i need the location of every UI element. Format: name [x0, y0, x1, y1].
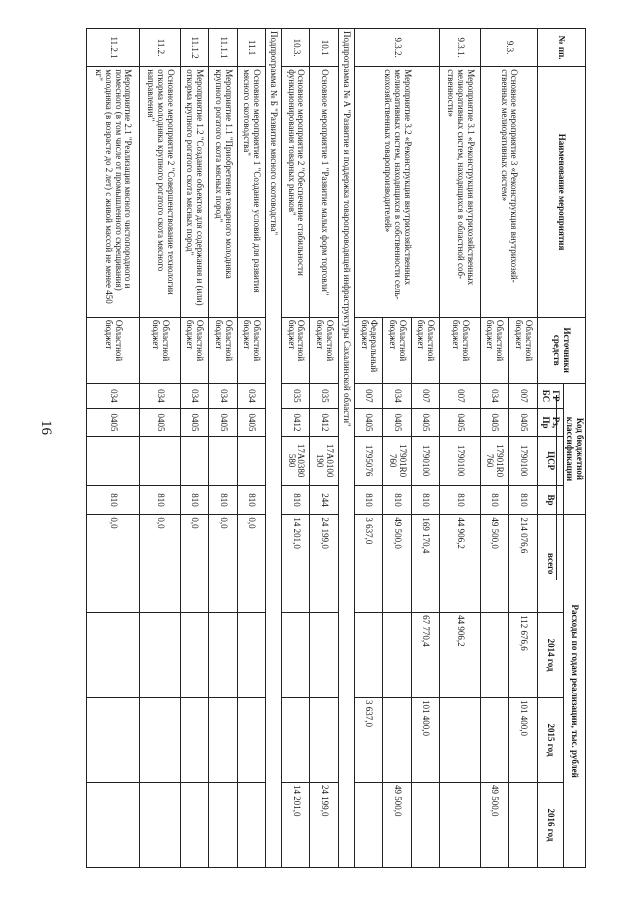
cell-y2016: [209, 782, 237, 867]
cell-vr: 810: [411, 485, 439, 515]
cell-num: 9.3.: [480, 29, 537, 67]
cell-y2015: [237, 698, 265, 783]
cell-rzpr: 0405: [209, 409, 237, 437]
page-number: 16: [38, 420, 54, 435]
cell-csr: [140, 436, 181, 485]
cell-y2016: [237, 782, 265, 867]
table-row: [310, 29, 338, 868]
cell-y2016: [354, 782, 382, 867]
cell-rzpr: 0405: [509, 409, 537, 437]
cell-total: 0,0: [209, 515, 237, 613]
cell-source: Областной бюджет: [282, 317, 310, 383]
cell-rzpr: 0405: [87, 409, 140, 437]
cell-total: 3 637,0: [354, 515, 382, 613]
rotated-page-content: [86, 28, 586, 868]
cell-csr: 17901R0 760: [383, 436, 411, 485]
cell-y2016: 49 500,0: [383, 782, 411, 867]
cell-name: Основное мероприятие 1 "Создание условий для развития мясного скотоводства": [237, 67, 265, 318]
cell-vr: 810: [140, 485, 181, 515]
cell-total: 44 906,2: [440, 515, 481, 613]
cell-grbs: 034: [180, 383, 208, 408]
cell-total: 24 199,0: [310, 515, 338, 613]
cell-y2014: 44 906,2: [440, 613, 481, 698]
cell-y2016: [140, 782, 181, 867]
subprogram-row: [338, 29, 354, 868]
cell-csr: [237, 436, 265, 485]
table-body: [87, 29, 538, 868]
cell-name: Мероприятие 3.1 «Реконструкция внутрихозяйственных мелиоративных систем, находящихся в областной соб-ственности»: [440, 67, 481, 318]
table-row: [140, 29, 181, 868]
cell-num: 11.2.: [140, 29, 181, 67]
cell-y2016: [180, 782, 208, 867]
table-row: [509, 29, 537, 868]
cell-y2015: [310, 698, 338, 783]
cell-name: Мероприятие 2.1 "Реализация мясного чистопородного и помесного (в том числе от промышленного скрещивания) молодняка (в возрасте до 2 лет) с живой массой не менее 450 кг": [87, 67, 140, 318]
cell-total: 49 500,0: [480, 515, 508, 613]
cell-y2015: [140, 698, 181, 783]
cell-vr: 810: [87, 485, 140, 515]
table-row: [411, 29, 439, 868]
cell-y2016: [509, 782, 537, 867]
cell-rzpr: 0405: [180, 409, 208, 437]
header-source: Источники средств: [537, 317, 585, 383]
cell-name: Мероприятие 3.2 «Реконструкция внутрихозяйственных мелиоративных систем, находящихся в собственности сель-скохозяйственных товаропроизводителей»: [354, 67, 439, 318]
cell-vr: 810: [237, 485, 265, 515]
cell-total: 14 201,0: [282, 515, 310, 613]
cell-y2015: 101 400,0: [411, 698, 439, 783]
cell-num: 11.1: [237, 29, 265, 67]
cell-y2015: [282, 698, 310, 783]
cell-num: 9.3.2.: [354, 29, 439, 67]
cell-rzpr: 0405: [140, 409, 181, 437]
cell-source: Областной бюджет: [440, 317, 481, 383]
header-budget-code: Код бюджетной классификации: [563, 383, 585, 515]
cell-y2014: [310, 613, 338, 698]
header-2014: 2014 год: [537, 613, 563, 698]
cell-vr: 244: [310, 485, 338, 515]
cell-csr: [209, 436, 237, 485]
cell-csr: [180, 436, 208, 485]
cell-num: 10.3.: [282, 29, 310, 67]
cell-grbs: 034: [480, 383, 508, 408]
cell-name: Мероприятие 1.1 "Приобретение товарного молодняка крупного рогатого скота мясных пород": [209, 67, 237, 318]
cell-source: Областной бюджет: [209, 317, 237, 383]
cell-y2015: [480, 698, 508, 783]
cell-name: Мероприятие 1.2 "Создание объектов для содержания и (или) откорма крупного рогатого скота мясных пород": [180, 67, 208, 318]
header-2016: 2016 год: [537, 782, 563, 867]
cell-num: 10.1: [310, 29, 338, 67]
table-row: [237, 29, 265, 868]
cell-num: 11.2.1: [87, 29, 140, 67]
cell-y2014: 67 770,4: [411, 613, 439, 698]
cell-y2014: [140, 613, 181, 698]
cell-vr: 810: [383, 485, 411, 515]
table-row: [87, 29, 140, 868]
cell-y2015: [440, 698, 481, 783]
header-rzpr: Рз, Пр: [537, 409, 563, 437]
cell-csr: 17А0380 580: [282, 436, 310, 485]
cell-grbs: 035: [282, 383, 310, 408]
cell-y2014: [383, 613, 411, 698]
cell-grbs: 007: [411, 383, 439, 408]
cell-csr: 17901R0 760: [480, 436, 508, 485]
cell-name: Основное мероприятие 2 "Обеспечение стабильности функционирования товарных рынков": [282, 67, 310, 318]
header-vr: Вр: [537, 485, 563, 515]
cell-y2015: [87, 698, 140, 783]
cell-rzpr: 0405: [440, 409, 481, 437]
cell-rzpr: 0412: [282, 409, 310, 437]
header-csr: ЦСР: [537, 436, 563, 485]
cell-source: Федеральный бюджет: [354, 317, 382, 383]
cell-grbs: 034: [140, 383, 181, 408]
cell-source: Областной бюджет: [509, 317, 537, 383]
header-num: № пп.: [537, 29, 585, 67]
cell-name: Основное мероприятие 3 «Реконструкция внутрихозяй-ственных мелиоративных систем»: [480, 67, 537, 318]
table-row: [209, 29, 237, 868]
header-2015: 2015 год: [537, 698, 563, 783]
header-name: Наименование мероприятия: [537, 67, 585, 318]
cell-vr: 810: [480, 485, 508, 515]
cell-total: 169 170,4: [411, 515, 439, 613]
cell-csr: [87, 436, 140, 485]
cell-y2015: 101 400,0: [509, 698, 537, 783]
cell-y2016: 14 201,0: [282, 782, 310, 867]
cell-total: 0,0: [87, 515, 140, 613]
cell-rzpr: 0405: [354, 409, 382, 437]
cell-vr: 810: [509, 485, 537, 515]
subprogram-title: Подпрограмма № Б "Развитие мясного скотоводства": [265, 29, 281, 868]
cell-total: 214 076,6: [509, 515, 537, 613]
cell-name: Основное мероприятие 1 "Развитие малых форм торговли": [310, 67, 338, 318]
header-total: всего: [537, 515, 563, 613]
cell-total: 0,0: [237, 515, 265, 613]
cell-source: Областной бюджет: [310, 317, 338, 383]
cell-source: Областной бюджет: [237, 317, 265, 383]
cell-vr: 810: [282, 485, 310, 515]
header-expenses: Расходы по годам реализации, тыс. рублей: [563, 515, 585, 868]
cell-source: Областной бюджет: [87, 317, 140, 383]
cell-y2015: [209, 698, 237, 783]
subprogram-title: Подпрограмма № А "Развитие и поддержка товаропроводящей инфраструктуры Сахалинской области": [338, 29, 354, 868]
cell-y2014: [180, 613, 208, 698]
cell-rzpr: 0405: [480, 409, 508, 437]
cell-y2014: [87, 613, 140, 698]
cell-source: Областной бюджет: [411, 317, 439, 383]
cell-rzpr: 0405: [383, 409, 411, 437]
cell-total: 0,0: [180, 515, 208, 613]
cell-csr: 1795076: [354, 436, 382, 485]
cell-y2014: 112 676,6: [509, 613, 537, 698]
table-row: [180, 29, 208, 868]
cell-grbs: 034: [87, 383, 140, 408]
cell-rzpr: 0412: [310, 409, 338, 437]
cell-csr: 1790100: [440, 436, 481, 485]
cell-rzpr: 0405: [237, 409, 265, 437]
cell-y2014: [354, 613, 382, 698]
cell-vr: 810: [180, 485, 208, 515]
cell-csr: 1790100: [509, 436, 537, 485]
cell-y2015: [383, 698, 411, 783]
cell-num: 11.1.1: [209, 29, 237, 67]
cell-grbs: 007: [440, 383, 481, 408]
cell-source: Областной бюджет: [140, 317, 181, 383]
cell-grbs: 007: [509, 383, 537, 408]
cell-y2014: [480, 613, 508, 698]
cell-y2014: [209, 613, 237, 698]
table-row: [282, 29, 310, 868]
cell-source: Областной бюджет: [480, 317, 508, 383]
cell-source: Областной бюджет: [383, 317, 411, 383]
budget-table: [86, 28, 586, 868]
cell-rzpr: 0405: [411, 409, 439, 437]
cell-y2014: [237, 613, 265, 698]
cell-csr: 1790100: [411, 436, 439, 485]
cell-vr: 810: [440, 485, 481, 515]
cell-name: Основное мероприятие 2 "Совершенствование технологии откорма молодняка крупного рогатого скота мясного направления": [140, 67, 181, 318]
cell-y2015: 3 637,0: [354, 698, 382, 783]
subprogram-row: [265, 29, 281, 868]
cell-vr: 810: [209, 485, 237, 515]
header-grbs: ГР БС: [537, 383, 563, 408]
cell-grbs: 035: [310, 383, 338, 408]
cell-grbs: 034: [383, 383, 411, 408]
cell-y2016: 24 199,0: [310, 782, 338, 867]
cell-source: Областной бюджет: [180, 317, 208, 383]
cell-num: 11.1.2: [180, 29, 208, 67]
cell-y2016: [411, 782, 439, 867]
cell-num: 9.3.1.: [440, 29, 481, 67]
cell-total: 49 500,0: [383, 515, 411, 613]
cell-grbs: 007: [354, 383, 382, 408]
cell-grbs: 034: [209, 383, 237, 408]
cell-csr: 17А0100 190: [310, 436, 338, 485]
cell-y2014: [282, 613, 310, 698]
cell-y2016: [87, 782, 140, 867]
cell-y2015: [180, 698, 208, 783]
cell-total: 0,0: [140, 515, 181, 613]
cell-grbs: 034: [237, 383, 265, 408]
cell-y2016: 49 500,0: [480, 782, 508, 867]
table-row: [440, 29, 481, 868]
cell-vr: 810: [354, 485, 382, 515]
cell-y2016: [440, 782, 481, 867]
